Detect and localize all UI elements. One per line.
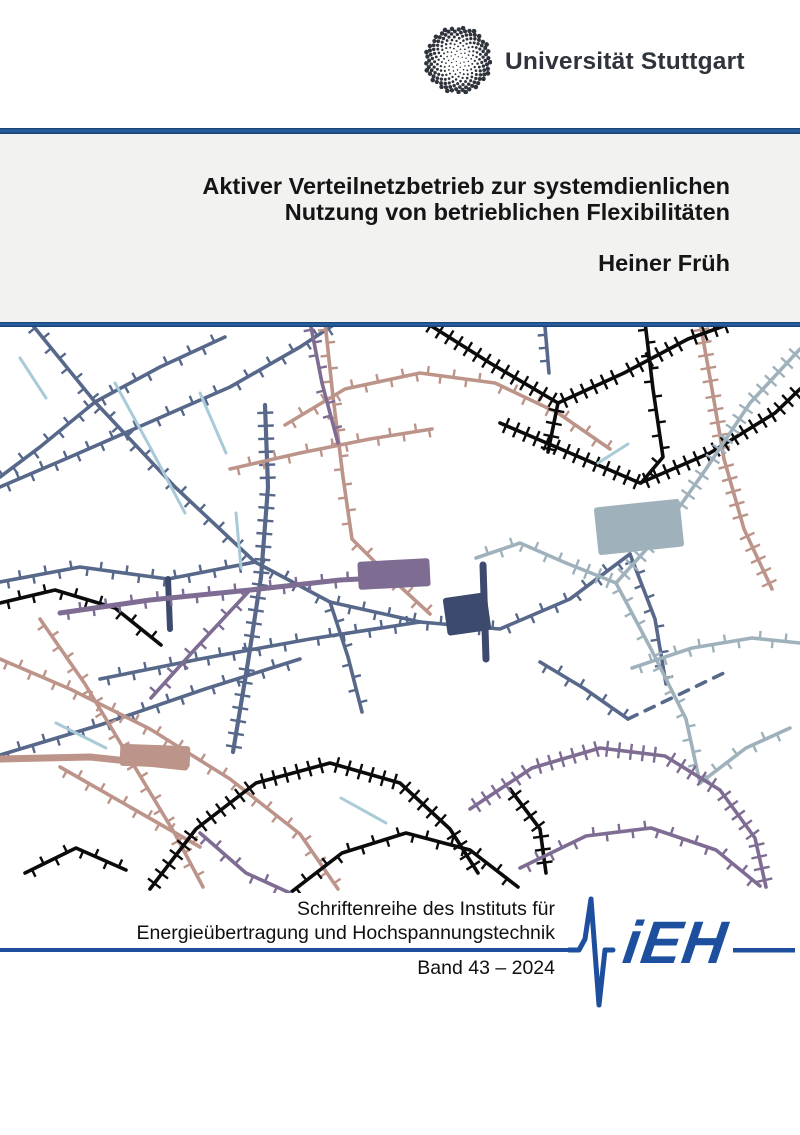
map-network xyxy=(628,671,728,719)
series-title xyxy=(137,898,555,945)
cover-title-line1: Aktiver Verteilnetzbetrieb zur systemdienlichen xyxy=(202,173,730,199)
university-name: Universität Stuttgart xyxy=(505,48,745,75)
map-substation-blob xyxy=(594,499,685,556)
map-network xyxy=(60,767,200,847)
map-network xyxy=(200,833,290,893)
map-network xyxy=(115,383,185,513)
map-network xyxy=(168,579,170,629)
ieh-institute-logo xyxy=(545,893,800,1028)
map-network xyxy=(520,821,760,886)
map-network xyxy=(200,393,226,453)
map-network xyxy=(508,789,552,873)
map-substation-blob xyxy=(443,592,492,636)
map-network xyxy=(236,513,241,568)
map-network xyxy=(230,424,432,476)
map-network xyxy=(538,327,549,373)
series-footer xyxy=(0,893,800,1135)
volume-number: Band 43 – 2024 xyxy=(417,957,555,979)
university-header xyxy=(0,0,800,128)
map-network xyxy=(150,590,250,698)
map-network xyxy=(694,327,777,589)
cover-title xyxy=(0,134,730,225)
cover-map-illustration xyxy=(0,327,800,893)
map-network xyxy=(95,335,225,406)
ieh-logo-text: iEH xyxy=(619,908,732,976)
map-network xyxy=(425,327,735,408)
series-title-line2: Energieübertragung und Hochspannungstechnik xyxy=(136,921,555,944)
map-network xyxy=(325,602,368,712)
map-substation-blob xyxy=(120,744,191,768)
university-logo-dots-icon xyxy=(424,26,492,94)
author-name: Heiner Früh xyxy=(598,250,730,276)
map-network xyxy=(20,358,46,398)
footer-divider-rule xyxy=(0,948,576,952)
map-network xyxy=(700,728,790,785)
ecg-pulse-icon xyxy=(569,899,613,1005)
map-network xyxy=(100,616,420,685)
map-network xyxy=(226,405,276,752)
ieh-logo-underline xyxy=(733,948,795,953)
map-network xyxy=(0,560,255,589)
map-network xyxy=(598,444,628,463)
series-title-line1: Schriftenreihe des Instituts für xyxy=(297,898,555,920)
map-substation-blob xyxy=(357,558,430,590)
map-network xyxy=(341,798,386,823)
cover-title-line2: Nutzung von betrieblichen Flexibilitäten xyxy=(284,199,730,225)
title-banner xyxy=(0,134,800,322)
map-network xyxy=(0,584,161,645)
map-network xyxy=(25,845,126,877)
map-network xyxy=(540,662,628,719)
map-network xyxy=(290,828,518,894)
map-network xyxy=(476,538,566,563)
map-network xyxy=(148,757,480,889)
map-network xyxy=(0,327,338,491)
distribution-network-map xyxy=(0,327,800,893)
